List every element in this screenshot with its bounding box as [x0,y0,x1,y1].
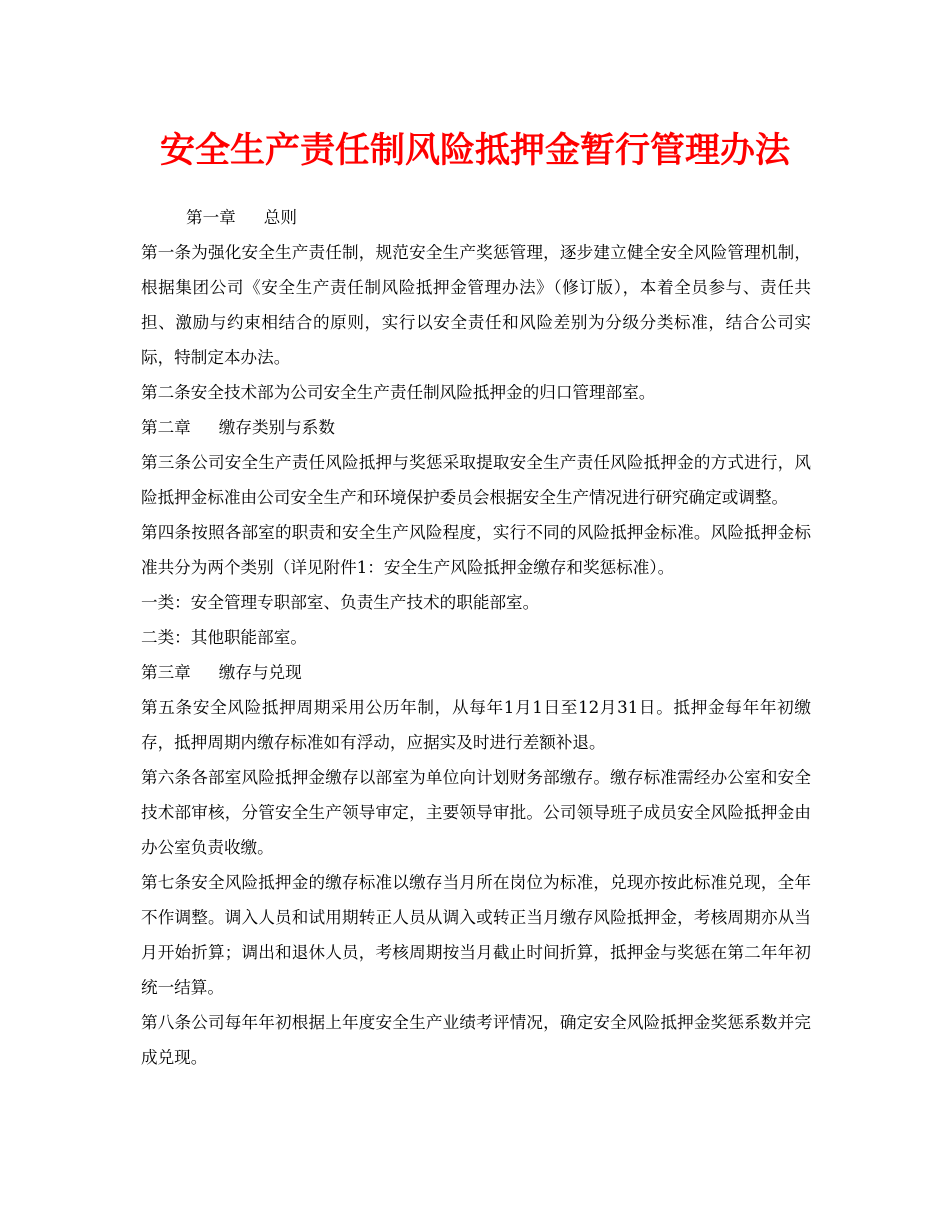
class-item: 二类：其他职能部室。 [141,628,307,647]
class-item: 一类：安全管理专职部室、负责生产技术的职能部室。 [141,593,540,612]
chapter-name: 缴存类别与系数 [218,418,335,437]
article-paragraph: 第二条安全技术部为公司安全生产责任制风险抵押金的归口管理部室。 [141,383,656,402]
chapter-number: 第三章 [141,663,191,682]
article-paragraph: 第三条公司安全生产责任风险抵押与奖惩采取提取安全生产责任风险抵押金的方式进行，风险抵押金标准由公司安全生产和环境保护委员会根据安全生产情况进行研究确定或调整。 [141,453,811,507]
chapter-number: 第一章 [186,208,236,227]
chapter-heading [141,410,811,445]
article-paragraph: 第一条为强化安全生产责任制，规范安全生产奖惩管理，逐步建立健全安全风险管理机制，根据集团公司《安全生产责任制风险抵押金管理办法》（修订版），本着全员参与、责任共担、激励与约束相结合的原则，实行以安全责任和风险差别为分级分类标准，结合公司实际，特制定本办法。 [141,243,811,367]
article-paragraph: 第五条安全风险抵押周期采用公历年制，从每年1月1日至12月31日。抵押金每年年初缴存，抵押周期内缴存标准如有浮动，应据实及时进行差额补退。 [141,698,811,752]
article-paragraph: 第七条安全风险抵押金的缴存标准以缴存当月所在岗位为标准，兑现亦按此标准兑现，全年不作调整。调入人员和试用期转正人员从调入或转正当月缴存风险抵押金，考核周期亦从当月开始折算；调出和退休人员，考核周期按当月截止时间折算，抵押金与奖惩在第二年年初统一结算。 [141,873,811,997]
document-body [141,200,811,1075]
document-title: 安全生产责任制风险抵押金暂行管理办法 [159,130,790,171]
chapter-name: 总则 [263,208,297,227]
article-paragraph: 第四条按照各部室的职责和安全生产风险程度，实行不同的风险抵押金标准。风险抵押金标准共分为两个类别（详见附件1：安全生产风险抵押金缴存和奖惩标准）。 [141,523,811,577]
article-paragraph: 第六条各部室风险抵押金缴存以部室为单位向计划财务部缴存。缴存标准需经办公室和安全技术部审核，分管安全生产领导审定，主要领导审批。公司领导班子成员安全风险抵押金由办公室负责收缴。 [141,768,811,857]
chapter-number: 第二章 [141,418,191,437]
article-paragraph: 第八条公司每年年初根据上年度安全生产业绩考评情况，确定安全风险抵押金奖惩系数并完成兑现。 [141,1013,811,1067]
chapter-name: 缴存与兑现 [218,663,302,682]
chapter-heading [141,655,811,690]
chapter-heading [141,200,811,235]
